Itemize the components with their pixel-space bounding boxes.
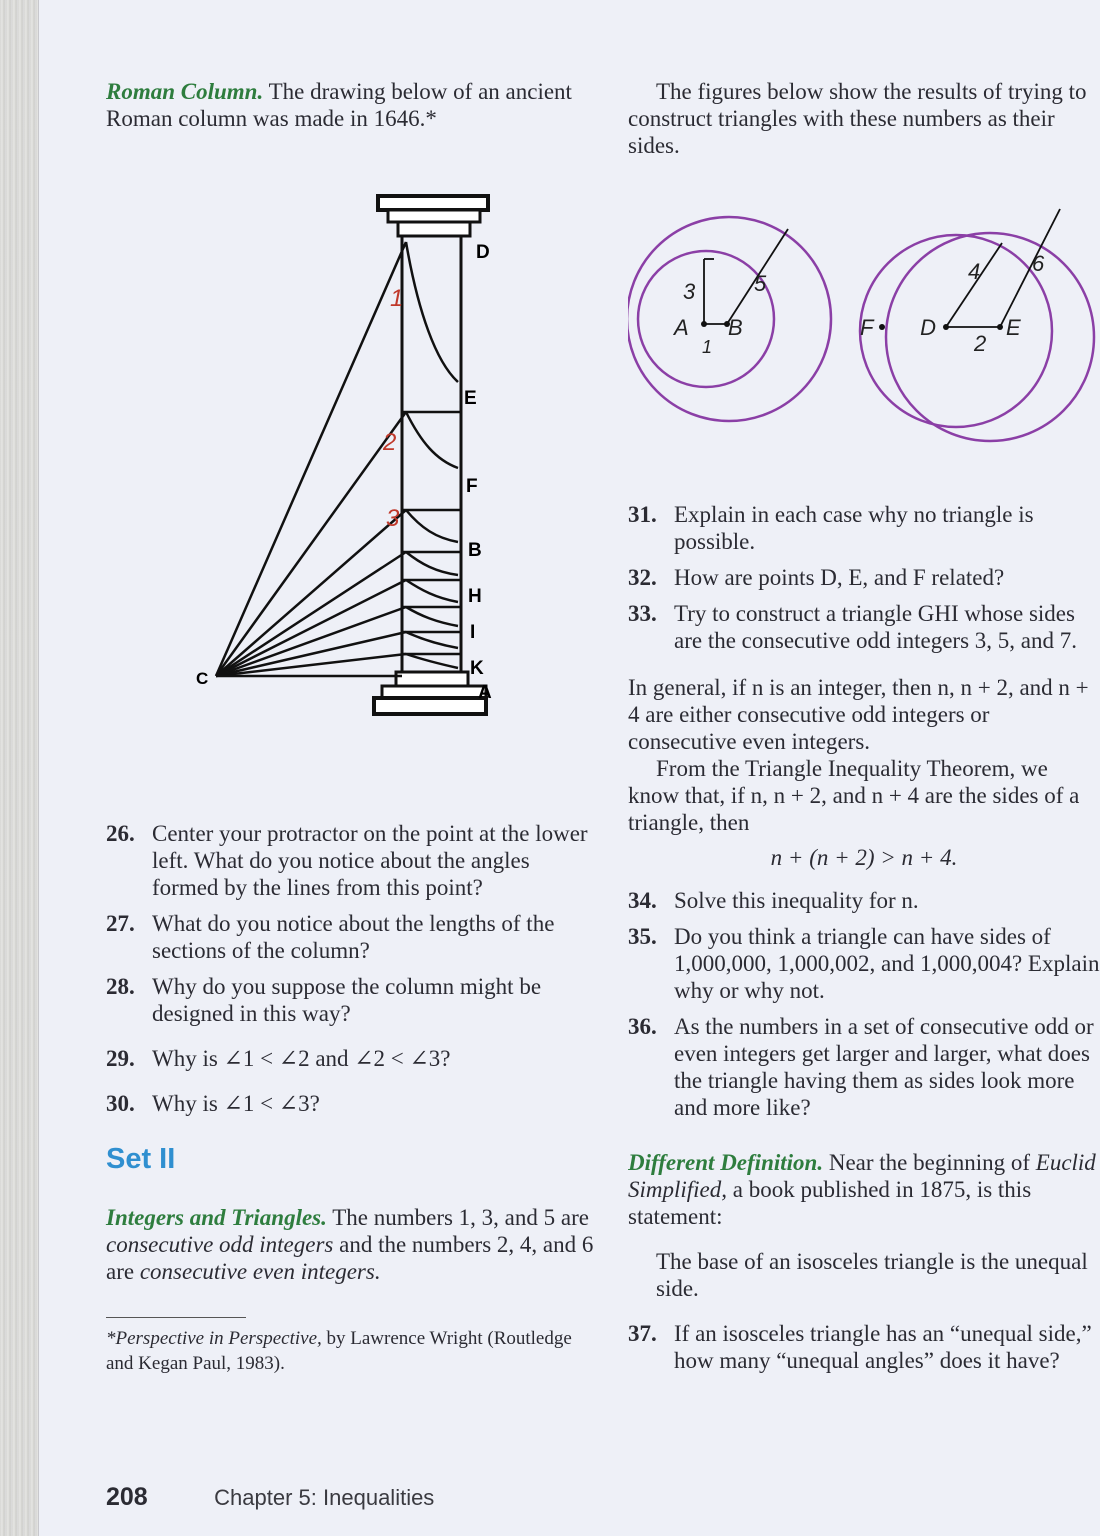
right-column [628,78,1100,1458]
question-number: 36. [628,1014,657,1039]
page-number: 208 [106,1483,148,1511]
label-D: D [476,242,490,263]
question-text: How are points D, E, and F related? [674,565,1005,590]
left-column [106,78,596,1376]
label-C: C [196,669,209,688]
questions-31-33 [628,501,1100,654]
question-text: Why is ∠1 < ∠3? [152,1091,320,1116]
figures-intro: The figures below show the results of trying to construct triangles with these numbers as their sides. [628,79,1087,158]
question-text: If an isosceles triangle has an “unequal side,” how many “unequal angles” does it have? [674,1321,1092,1373]
question-number: 31. [628,502,657,527]
point-A-label: A [674,315,689,340]
set-ii-heading: Set II [106,1143,176,1175]
question-28 [106,973,596,1027]
question-number: 27. [106,911,135,936]
integers-italic-1: consecutive odd integers [106,1232,334,1257]
question-number: 33. [628,601,657,626]
different-definition [628,1149,1100,1230]
question-text: Do you think a triangle can have sides of 1,000,000, 1,000,002, and 1,000,004? Explain why or why not. [674,924,1100,1003]
label-E: E [464,388,477,409]
angle-1-label: 1 [390,285,404,312]
questions-34-36 [628,887,1100,1121]
footnote-title: *Perspective in Perspective, [106,1328,322,1349]
label-A: A [478,682,492,703]
angle-3-label: 3 [386,505,400,532]
chapter-title: Chapter 5: Inequalities [214,1485,435,1510]
definition-text-1: Near the beginning of [828,1150,1031,1175]
question-27 [106,910,596,964]
question-34 [628,887,1100,914]
roman-column-figure [106,192,526,762]
roman-column-text: The drawing below of an ancient Roman column was made in 1646.* [106,79,572,131]
integers-italic-2: consecutive even integers. [139,1259,381,1284]
question-32 [628,564,1100,591]
label-H: H [468,586,482,607]
question-number: 35. [628,924,657,949]
page-binding [0,0,39,1536]
point-E-label: E [1006,315,1021,340]
point-F-label: F [860,315,874,340]
question-36 [628,1013,1100,1121]
question-number: 32. [628,565,657,590]
side-2-label: 2 [974,331,987,356]
footnote-rest: by Lawrence Wright (Routledge and Kegan Paul, 1983). [106,1328,572,1374]
page-footer [106,1483,434,1512]
questions-26-30 [106,820,596,1117]
angle-2-label: 2 [383,429,397,456]
question-number: 34. [628,888,657,913]
roman-column-heading: Roman Column. [106,79,264,104]
roman-column-intro [106,78,596,132]
definition-text-2: a book published in 1875, is this statement: [628,1177,1032,1229]
footnote-divider [106,1317,246,1318]
integers-and-triangles [106,1204,596,1285]
triangle-circles-figure [628,199,1100,459]
inequality: n + (n + 2) > n + 4. [770,845,958,870]
question-37 [628,1320,1100,1374]
question-text: Center your protractor on the point at the lower left. What do you notice about the angles formed by the lines from this point? [152,821,588,900]
question-text: Why is ∠1 < ∠2 and ∠2 < ∠3? [152,1046,451,1071]
label-B: B [468,540,482,561]
question-text: As the numbers in a set of consecutive odd or even integers get larger and larger, what does the triangle having them as sides look more and more like? [674,1014,1094,1120]
theorem-statement: From the Triangle Inequality Theorem, we know that, if n, n + 2, and n + 4 are the sides of a triangle, then [628,756,1080,835]
question-29 [106,1045,596,1072]
question-number: 29. [106,1046,135,1071]
question-33 [628,600,1100,654]
question-text: Why do you suppose the column might be designed in this way? [152,974,542,1026]
point-D-label: D [920,315,936,340]
definition-heading: Different Definition. [628,1150,824,1175]
question-35 [628,923,1100,1004]
integers-text-2: and the numbers 2, 4, and 6 are [106,1232,594,1284]
side-4-label: 4 [968,259,981,284]
question-text: Explain in each case why no triangle is possible. [674,502,1034,554]
side-5-label: 5 [754,271,767,296]
question-text: Try to construct a triangle GHI whose sides are the consecutive odd integers 3, 5, and 7. [674,601,1078,653]
question-number: 37. [628,1321,657,1346]
label-I: I [470,622,476,643]
question-number: 30. [106,1091,135,1116]
question-26 [106,820,596,901]
footnote [106,1326,596,1376]
side-6-label: 6 [1032,251,1045,276]
question-number: 26. [106,821,135,846]
integers-text-1: The numbers 1, 3, and 5 are [332,1205,589,1230]
question-number: 28. [106,974,135,999]
isosceles-quote: The base of an isosceles triangle is the unequal side. [656,1249,1088,1301]
label-F: F [466,476,478,497]
question-text: Solve this inequality for n. [674,888,919,913]
question-text: What do you notice about the lengths of the sections of the column? [152,911,555,963]
point-B-label: B [728,315,743,340]
question-31 [628,501,1100,555]
side-1-label: 1 [702,337,713,357]
side-3-label: 3 [683,279,696,304]
general-statement: In general, if n is an integer, then n, n + 2, and n + 4 are either consecutive odd integers or consecutive even integers. [628,675,1089,754]
label-K: K [470,658,484,679]
integers-heading: Integers and Triangles. [106,1205,327,1230]
definition-book-title: Euclid Simplified, [628,1150,1096,1202]
question-30 [106,1090,596,1117]
